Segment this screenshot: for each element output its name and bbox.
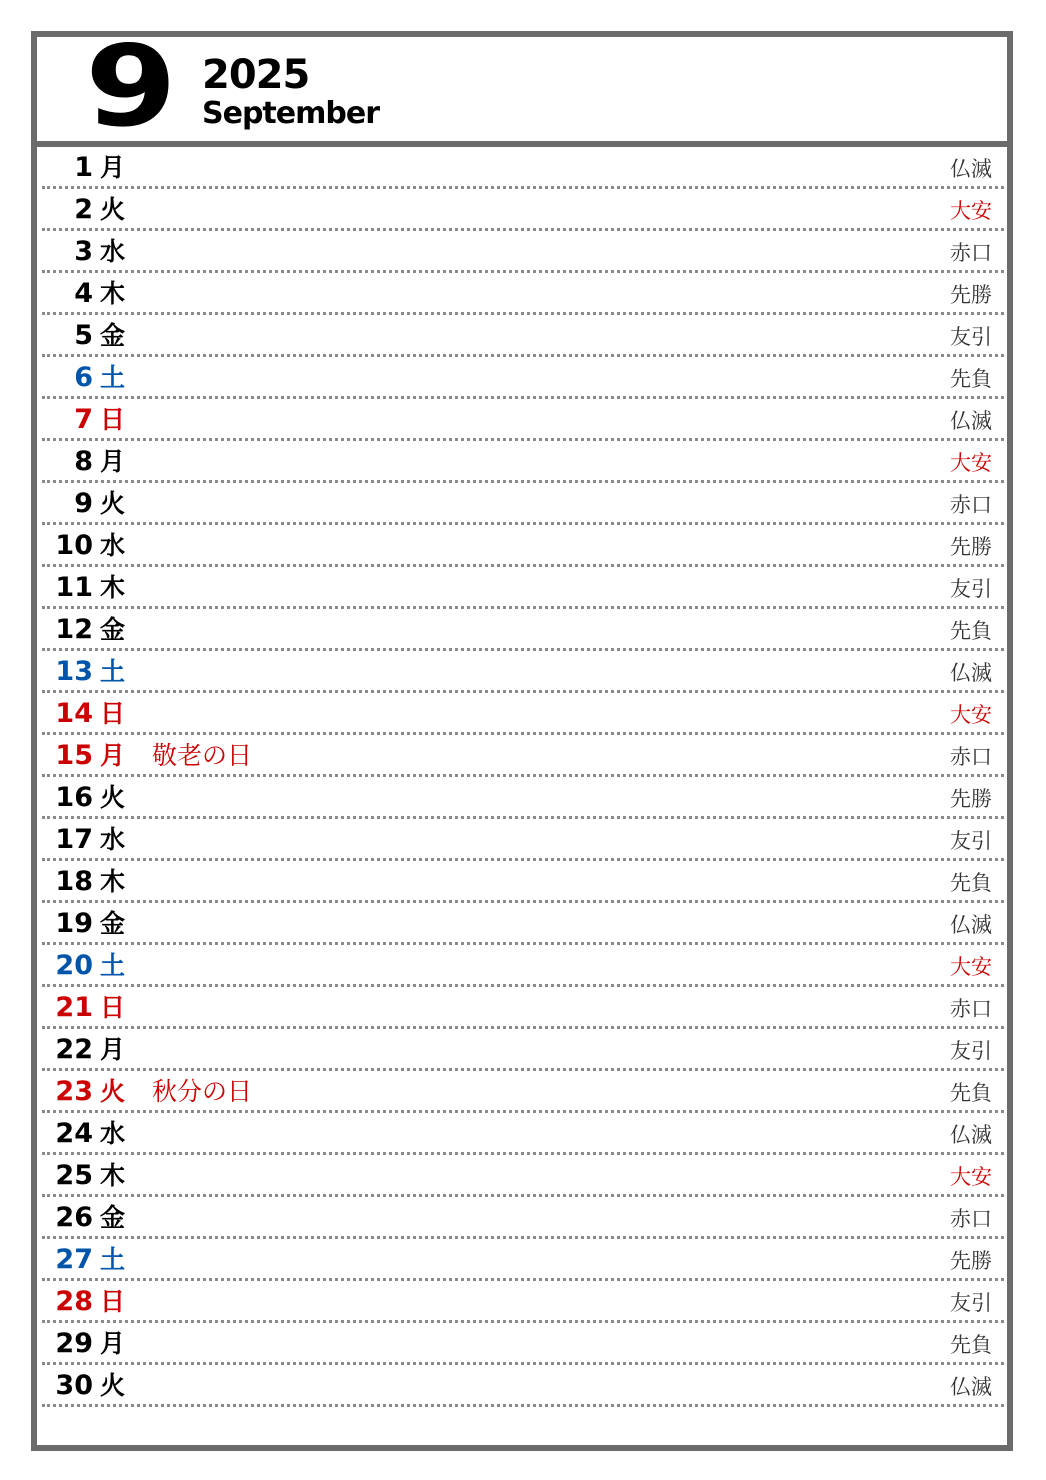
rokuyo-label: 先負 — [950, 367, 992, 391]
rokuyo-label: 友引 — [950, 829, 992, 853]
rokuyo-label: 友引 — [950, 577, 992, 601]
weekday-label: 日 — [100, 993, 126, 1022]
day-number: 3 — [74, 236, 93, 267]
weekday-label: 火 — [100, 1371, 126, 1400]
weekday-label: 月 — [100, 741, 126, 770]
weekday-label: 水 — [100, 1119, 126, 1148]
rokuyo-label: 仏滅 — [950, 913, 992, 937]
rokuyo-label: 大安 — [950, 955, 992, 979]
day-row — [42, 1029, 1004, 1071]
rokuyo-label: 先勝 — [950, 283, 992, 307]
rokuyo-label: 仏滅 — [950, 409, 992, 433]
holiday-label: 敬老の日 — [152, 741, 253, 770]
day-number: 6 — [74, 362, 93, 393]
rokuyo-label: 友引 — [950, 1039, 992, 1063]
rokuyo-label: 赤口 — [950, 997, 992, 1021]
day-number: 26 — [55, 1202, 93, 1233]
weekday-label: 木 — [100, 867, 126, 896]
month-number: 9 — [85, 22, 175, 152]
weekday-label: 木 — [100, 279, 126, 308]
day-row — [42, 525, 1004, 567]
day-row — [42, 1281, 1004, 1323]
rokuyo-label: 大安 — [950, 1165, 992, 1189]
day-row — [42, 1239, 1004, 1281]
rokuyo-label: 先負 — [950, 871, 992, 895]
day-number: 28 — [55, 1286, 93, 1317]
weekday-label: 月 — [100, 1035, 126, 1064]
day-row — [42, 609, 1004, 651]
day-number: 7 — [74, 404, 93, 435]
day-number: 30 — [55, 1370, 93, 1401]
weekday-label: 月 — [100, 153, 126, 182]
day-number: 5 — [74, 320, 93, 351]
day-row — [42, 777, 1004, 819]
rokuyo-label: 赤口 — [950, 1207, 992, 1231]
day-number: 1 — [74, 152, 93, 183]
rokuyo-label: 大安 — [950, 703, 992, 727]
rokuyo-label: 友引 — [950, 1291, 992, 1315]
day-row — [42, 1155, 1004, 1197]
year-label: 2025 — [202, 52, 310, 98]
day-row — [42, 903, 1004, 945]
calendar-frame — [31, 22, 1013, 1451]
weekday-label: 金 — [100, 321, 126, 350]
day-row — [42, 399, 1004, 441]
rokuyo-label: 赤口 — [950, 493, 992, 517]
day-number: 8 — [74, 446, 93, 477]
weekday-label: 日 — [100, 1287, 126, 1316]
rokuyo-label: 赤口 — [950, 745, 992, 769]
day-row — [42, 1071, 1004, 1113]
day-row — [42, 567, 1004, 609]
day-row — [42, 861, 1004, 903]
weekday-label: 水 — [100, 237, 126, 266]
weekday-label: 火 — [100, 195, 126, 224]
weekday-label: 金 — [100, 615, 126, 644]
day-row — [42, 231, 1004, 273]
day-number: 29 — [55, 1328, 93, 1359]
month-name-label: September — [202, 96, 379, 131]
day-number: 9 — [74, 488, 93, 519]
holiday-label: 秋分の日 — [152, 1077, 253, 1106]
day-row — [42, 987, 1004, 1029]
weekday-label: 土 — [100, 363, 126, 392]
day-number: 19 — [55, 908, 93, 939]
weekday-label: 水 — [100, 531, 126, 560]
rokuyo-label: 仏滅 — [950, 1375, 992, 1399]
day-row — [42, 693, 1004, 735]
weekday-label: 日 — [100, 405, 126, 434]
day-number: 2 — [74, 194, 93, 225]
day-number: 13 — [55, 656, 93, 687]
rokuyo-label: 先勝 — [950, 787, 992, 811]
rokuyo-label: 仏滅 — [950, 157, 992, 181]
weekday-label: 火 — [100, 1077, 126, 1106]
day-row — [42, 735, 1004, 777]
rokuyo-label: 友引 — [950, 325, 992, 349]
day-number: 11 — [55, 572, 93, 603]
weekday-label: 金 — [100, 909, 126, 938]
weekday-label: 月 — [100, 1329, 126, 1358]
day-row — [42, 273, 1004, 315]
day-row — [42, 189, 1004, 231]
weekday-label: 金 — [100, 1203, 126, 1232]
day-number: 4 — [74, 278, 93, 309]
rokuyo-label: 先勝 — [950, 535, 992, 559]
day-number: 24 — [55, 1118, 93, 1149]
day-number: 18 — [55, 866, 93, 897]
weekday-label: 水 — [100, 825, 126, 854]
day-row — [42, 819, 1004, 861]
day-number: 20 — [55, 950, 93, 981]
rokuyo-label: 大安 — [950, 451, 992, 475]
calendar-header — [37, 22, 1007, 152]
weekday-label: 土 — [100, 951, 126, 980]
weekday-label: 木 — [100, 573, 126, 602]
day-row — [42, 315, 1004, 357]
day-row — [42, 147, 1004, 189]
day-number: 15 — [55, 740, 93, 771]
day-row — [42, 651, 1004, 693]
day-number: 21 — [55, 992, 93, 1023]
weekday-label: 日 — [100, 699, 126, 728]
weekday-label: 土 — [100, 1245, 126, 1274]
day-number: 14 — [55, 698, 93, 729]
rokuyo-label: 仏滅 — [950, 661, 992, 685]
day-row — [42, 483, 1004, 525]
rokuyo-label: 先負 — [950, 1081, 992, 1105]
day-number: 25 — [55, 1160, 93, 1191]
day-number: 10 — [55, 530, 93, 561]
day-number: 12 — [55, 614, 93, 645]
day-number: 23 — [55, 1076, 93, 1107]
day-number: 27 — [55, 1244, 93, 1275]
day-row — [42, 1323, 1004, 1365]
day-row — [42, 1113, 1004, 1155]
day-number: 22 — [55, 1034, 93, 1065]
day-row — [42, 1197, 1004, 1239]
weekday-label: 土 — [100, 657, 126, 686]
rokuyo-label: 先負 — [950, 619, 992, 643]
day-row — [42, 1365, 1004, 1407]
day-number: 17 — [55, 824, 93, 855]
rokuyo-label: 先負 — [950, 1333, 992, 1357]
rokuyo-label: 仏滅 — [950, 1123, 992, 1147]
day-row — [42, 945, 1004, 987]
day-list — [42, 147, 1004, 1407]
weekday-label: 月 — [100, 447, 126, 476]
rokuyo-label: 赤口 — [950, 241, 992, 265]
weekday-label: 火 — [100, 489, 126, 518]
weekday-label: 木 — [100, 1161, 126, 1190]
day-row — [42, 441, 1004, 483]
day-row — [42, 357, 1004, 399]
rokuyo-label: 先勝 — [950, 1249, 992, 1273]
rokuyo-label: 大安 — [950, 199, 992, 223]
weekday-label: 火 — [100, 783, 126, 812]
day-number: 16 — [55, 782, 93, 813]
